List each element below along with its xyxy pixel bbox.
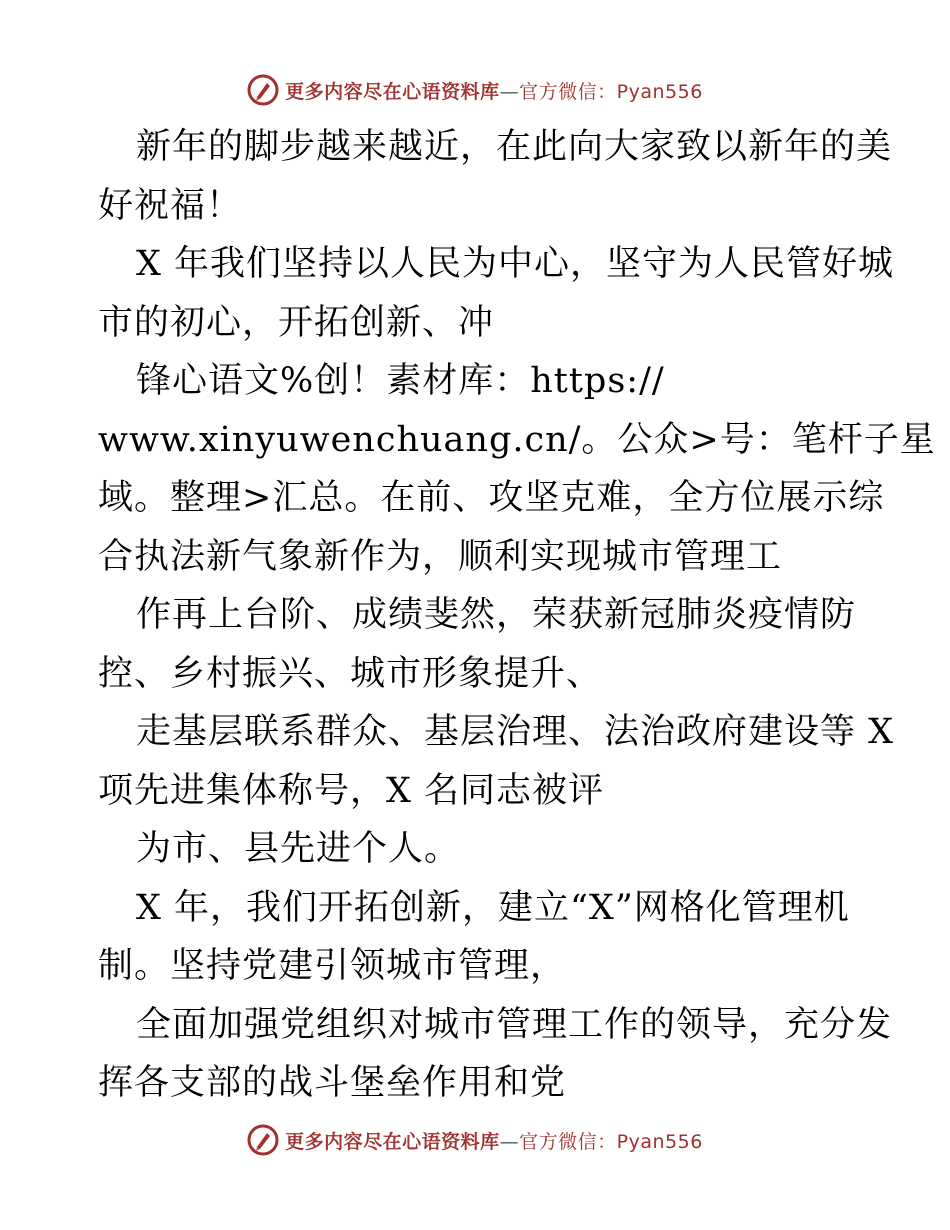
- body-line: www.xinyuwenchuang.cn/。公众>号：笔杆子星: [98, 419, 936, 460]
- body-line: 合执法新气象新作为，顺利实现城市管理工: [98, 536, 783, 577]
- body-line: 全面加强党组织对城市管理工作的领导，充分发: [136, 1004, 893, 1045]
- footer-watermark: [0, 1120, 950, 1160]
- body-line: 锋心语文%创！素材库：https://: [136, 361, 665, 401]
- body-line: 走基层联系群众、基层治理、法治政府建设等 X: [136, 712, 895, 752]
- body-line: 项先进集体称号，X 名同志被评: [98, 770, 605, 811]
- header-watermark: [0, 70, 950, 110]
- body-line: 域。整理>汇总。在前、攻坚克难，全方位展示综: [98, 478, 885, 518]
- body-line: 为市、县先进个人。: [136, 829, 461, 869]
- footer-watermark-text: 更多内容尽在心语资料库—官方微信：Pyan556: [285, 1130, 703, 1153]
- body-line: 新年的脚步越来越近，在此向大家致以新年的美: [136, 127, 893, 167]
- document-body: [98, 118, 936, 1113]
- body-line: X 年，我们开拓创新，建立“X”网格化管理机: [136, 887, 850, 928]
- header-watermark-text: 更多内容尽在心语资料库—官方微信：Pyan556: [285, 80, 703, 103]
- pen-logo-icon: [247, 1124, 279, 1156]
- body-line: 制。坚持党建引领城市管理，: [98, 946, 567, 986]
- pen-logo-icon: [247, 74, 279, 106]
- body-line: 作再上台阶、成绩斐然，荣获新冠肺炎疫情防: [136, 595, 857, 635]
- body-line: 市的初心，开拓创新、冲: [98, 302, 495, 343]
- body-line: X 年我们坚持以人民为中心，坚守为人民管好城: [136, 244, 895, 284]
- body-line: 挥各支部的战斗堡垒作用和党: [98, 1063, 567, 1103]
- body-line: 控、乡村振兴、城市形象提升、: [98, 653, 603, 694]
- body-line: 好祝福！: [98, 185, 243, 226]
